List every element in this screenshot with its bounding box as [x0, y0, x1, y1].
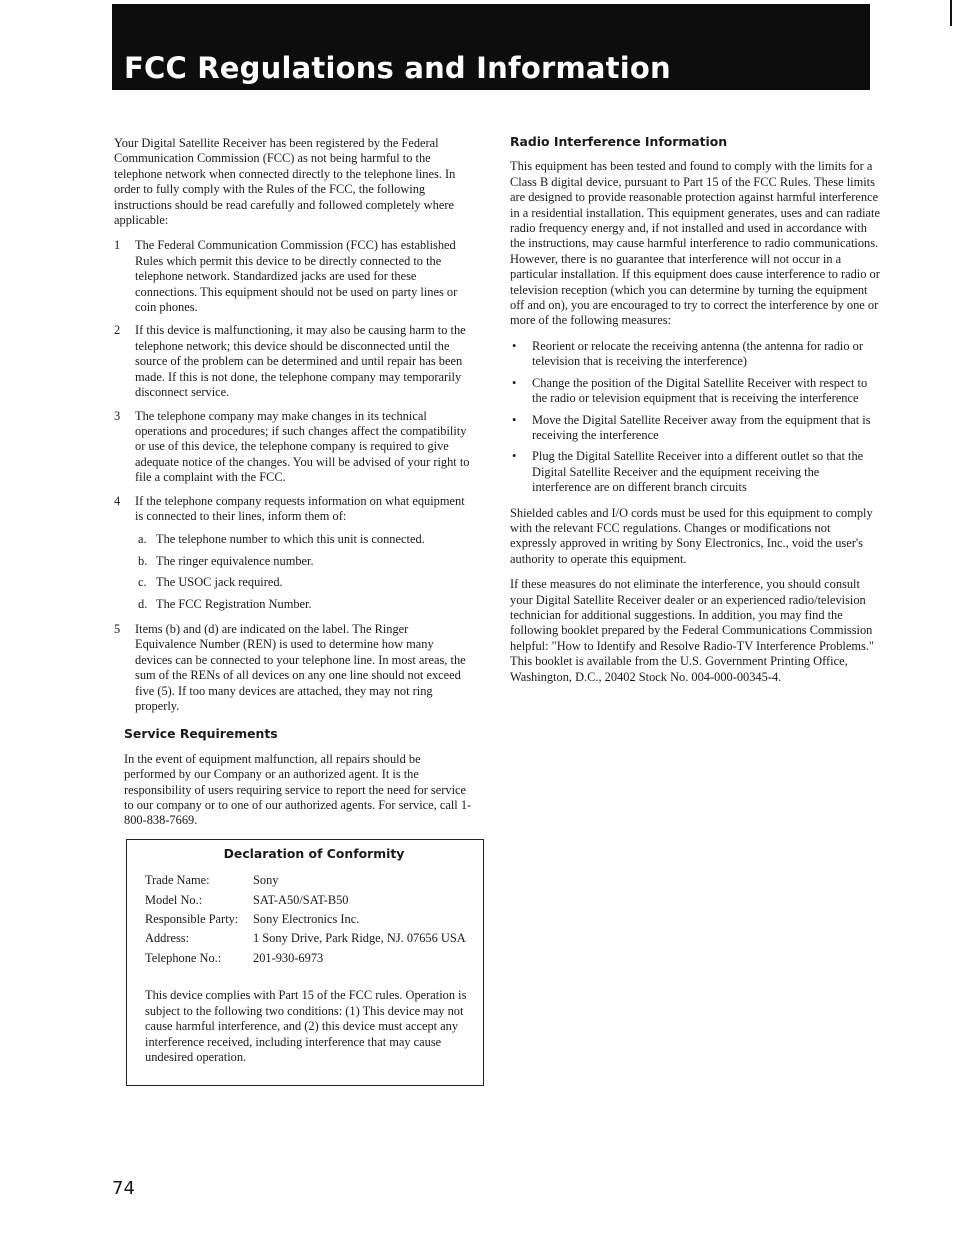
conformity-value: Sony Electronics Inc. [253, 912, 360, 927]
bullet-text: Reorient or relocate the receiving antenna (the antenna for radio or television that is receiving the interference) [532, 338, 863, 369]
sub-list-text: The telephone number to which this unit is connected. [156, 532, 425, 547]
conformity-label: Trade Name: [145, 873, 210, 888]
list-item [114, 409, 472, 486]
list-item [114, 238, 472, 315]
radio-heading: Radio Interference Information [510, 134, 728, 149]
bullet-item [512, 413, 880, 444]
conformity-value: 201-930-6973 [253, 950, 324, 965]
bullet-item [512, 376, 880, 407]
sub-list-item [138, 554, 472, 569]
bullet-text: Change the position of the Digital Satellite Receiver with respect to the radio or television equipment that is receiving the interference [532, 375, 868, 406]
list-text: The Federal Communication Commission (FCC) has established Rules which permit this device to be directly connected to the telephone network. Standardized jacks are used for these connections. This equipment should not be used on party lines or coin phones. [135, 238, 458, 315]
bullet-icon: • [512, 338, 517, 353]
bullet-icon: • [512, 375, 517, 390]
sub-list-letter: d. [138, 596, 148, 611]
consult-paragraph: If these measures do not eliminate the interference, you should consult your Digital Satellite Receiver dealer or an experienced radio/television technician for additional suggestions. In addition, you may find the following booklet prepared by the Federal Communications Commission helpful: "How to Identify and Resolve Radio-TV Interference Problems." This booklet is available from the U.S. Government Printing Office, Washington, D.C., 20402 Stock No. 004-000-00345-4. [510, 577, 874, 684]
conformity-value: SAT-A50/SAT-B50 [253, 892, 349, 907]
list-item [114, 323, 472, 400]
conformity-row [145, 912, 483, 927]
page-title: FCC Regulations and Information [124, 51, 671, 85]
conformity-box [126, 839, 484, 1086]
list-item [114, 622, 472, 714]
service-heading: Service Requirements [124, 726, 278, 742]
conformity-label: Telephone No.: [145, 950, 222, 965]
bullet-icon: • [512, 449, 517, 464]
conformity-row [145, 873, 483, 888]
conformity-note: This device complies with Part 15 of the FCC rules. Operation is subject to the following two conditions: (1) This device may not cause harmful interference, and (2) this device must accept any interference received, including interference that may cause undesired operation. [145, 988, 467, 1064]
conformity-row [145, 893, 483, 908]
conformity-value: Sony [253, 873, 279, 888]
list-text: If this device is malfunctioning, it may also be causing harm to the telephone network; this device should be disconnected until the source of the problem can be determined and until repair has been made. If this is not done, the telephone company may temporarily disconnect service. [135, 323, 466, 400]
page-header [112, 4, 870, 90]
sub-list-item [138, 597, 472, 612]
list-number: 4 [114, 493, 121, 508]
sub-list-item [138, 532, 472, 547]
sub-list-letter: b. [138, 553, 148, 568]
sub-list-text: The USOC jack required. [156, 575, 283, 590]
sub-list-letter: a. [138, 532, 147, 547]
bullet-icon: • [512, 412, 517, 427]
conformity-label: Model No.: [145, 892, 203, 907]
service-paragraph: In the event of equipment malfunction, all repairs should be performed by our Company or an authorized agent. It is the responsibility of users requiring service to report the need for service to our company or to one of our authorized agents. For service, call 1-800-838-7669. [124, 751, 472, 828]
conformity-label: Responsible Party: [145, 912, 239, 927]
radio-intro: This equipment has been tested and found to comply with the limits for a Class B digital device, pursuant to Part 15 of the FCC Rules. These limits are designed to provide reasonable protection against harmful interference in a residential installation. This equipment generates, uses and can radiate radio frequency energy and, if not installed and used in accordance with the instructions, may cause harmful interference to radio communications. However, there is no guarantee that interference will not occur in a particular installation. If this equipment does cause interference to radio or television reception (which you can determine by turning the equipment off and on), you are encouraged to try to correct the interference by one or more of the following measures: [510, 159, 880, 328]
bullet-item [512, 339, 880, 370]
sub-list-item [138, 575, 472, 590]
list-number: 3 [114, 408, 121, 423]
intro-paragraph: Your Digital Satellite Receiver has been registered by the Federal Communication Commission (FCC) as not being harmful to the telephone network when connected directly to the telephone lines. In order to fully comply with the Rules of the FCC, the following instructions should be read carefully and followed completely where applicable: [114, 136, 456, 228]
service-section [114, 726, 472, 828]
margin-rule [950, 0, 952, 26]
list-text: Items (b) and (d) are indicated on the label. The Ringer Equivalence Number (REN) is used to determine how many devices can be connected to your telephone line. In most areas, the sum of the RENs of all devices on any one line should not exceed five (5). If too many devices are attached, they may not ring properly. [135, 621, 466, 713]
bullet-text: Move the Digital Satellite Receiver away from the equipment that is receiving the interference [532, 412, 871, 442]
conformity-value: 1 Sony Drive, Park Ridge, NJ. 07656 USA [253, 931, 466, 946]
conformity-row [145, 931, 483, 946]
left-column [114, 136, 472, 1086]
conformity-label: Address: [145, 931, 190, 946]
shielded-paragraph: Shielded cables and I/O cords must be used for this equipment to comply with the relevant FCC regulations. Changes or modifications not expressly approved in writing by Sony Electronics, Inc., void the user's authority to operate this equipment. [510, 505, 873, 566]
bullet-item [512, 449, 880, 495]
conformity-row [145, 951, 483, 966]
list-text: If the telephone company requests information on what equipment is connected to their lines, inform them of: [135, 493, 465, 523]
list-number: 2 [114, 323, 121, 338]
list-number: 5 [114, 621, 121, 636]
right-column [510, 134, 880, 695]
list-item [114, 494, 472, 525]
sub-list-letter: c. [138, 575, 147, 590]
page-number: 74 [112, 1178, 135, 1199]
sub-list-text: The FCC Registration Number. [156, 596, 312, 611]
list-text: The telephone company may make changes in its technical operations and procedures; if such changes affect the compatibility or use of this device, the telephone company is required to give adequate notice of the changes. You will be advised of your right to file a complaint with the FCC. [135, 408, 470, 485]
conformity-heading: Declaration of Conformity [223, 845, 405, 861]
bullet-text: Plug the Digital Satellite Receiver into a different outlet so that the Digital Satellite Receiver and the equipment receiving the interference are on different branch circuits [532, 449, 864, 495]
sub-list-text: The ringer equivalence number. [156, 553, 314, 568]
list-number: 1 [114, 238, 121, 253]
